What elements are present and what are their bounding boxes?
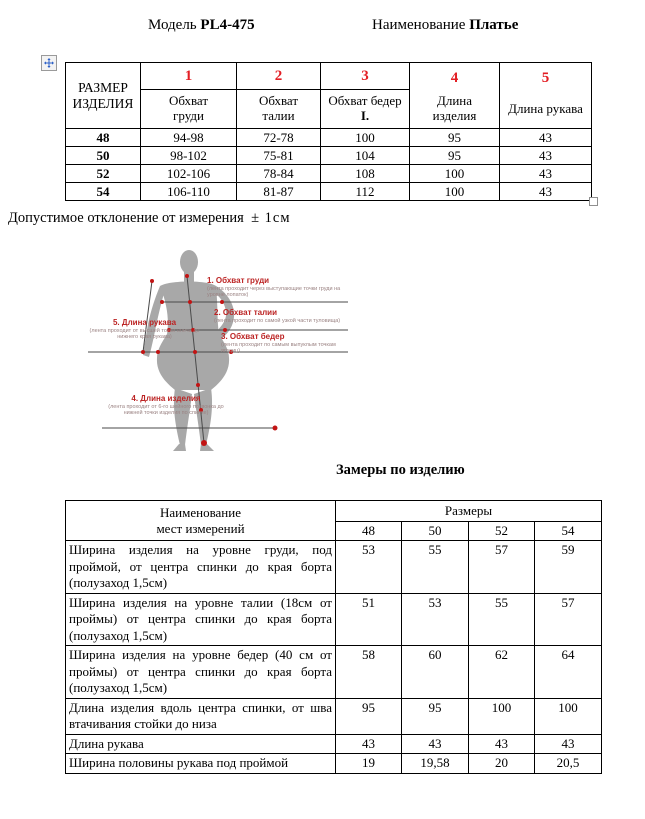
size-column-header: 50 xyxy=(402,522,469,541)
measurement-name: Длина рукава xyxy=(66,734,336,754)
table-cell: 19,58 xyxy=(402,754,469,774)
table-cell: 57 xyxy=(469,541,535,594)
table-row xyxy=(66,734,602,754)
sizes-header: Размеры xyxy=(336,501,602,522)
table-cell: 20 xyxy=(469,754,535,774)
table-cell: 53 xyxy=(336,541,402,594)
table-cell: 95 xyxy=(410,129,500,147)
item-name-title xyxy=(372,17,518,34)
table-cell: 58 xyxy=(336,646,402,699)
column-number: 4 xyxy=(450,70,459,86)
table-cell: 106-110 xyxy=(141,183,237,201)
table-row xyxy=(66,183,592,201)
measurement-name: Длина изделия вдоль центра спинки, от шва втачивания стойки до низа xyxy=(66,698,336,734)
table-resize-handle-icon[interactable] xyxy=(589,197,598,206)
column-header xyxy=(500,63,592,129)
table-row xyxy=(66,147,592,165)
measurement-name: Ширина половины рукава под проймой xyxy=(66,754,336,774)
table-cell: 95 xyxy=(410,147,500,165)
size-table-number-row xyxy=(66,63,592,90)
four-way-arrow-icon xyxy=(44,58,54,68)
table-cell: 60 xyxy=(402,646,469,699)
table-cell: 102-106 xyxy=(141,165,237,183)
size-column-header: 54 xyxy=(535,522,602,541)
tolerance-value: ± 1см xyxy=(251,210,291,226)
column-label: Длина рукава xyxy=(508,101,583,116)
column-header xyxy=(410,63,500,129)
table-cell: 108 xyxy=(321,165,410,183)
table-cell: 20,5 xyxy=(535,754,602,774)
table-cell: 55 xyxy=(402,541,469,594)
table-cell: 81-87 xyxy=(237,183,321,201)
tolerance-note: Допустимое отклонение от измерения ± 1см xyxy=(8,210,291,226)
table-row xyxy=(66,698,602,734)
name-column-header: Наименование мест измерений xyxy=(66,501,336,541)
table-cell: 64 xyxy=(535,646,602,699)
table-row xyxy=(66,754,602,774)
table-row xyxy=(66,129,592,147)
table-cell: 43 xyxy=(336,734,402,754)
table-row xyxy=(66,541,602,594)
size-cell: 50 xyxy=(66,147,141,165)
figure-label-waist: 2. Обхват талии (лента проходит по самой узкой части туловища) xyxy=(214,308,341,324)
column-number: 2 xyxy=(237,63,321,90)
item-name-label: Наименование xyxy=(372,17,466,33)
size-cell: 48 xyxy=(66,129,141,147)
size-cell: 54 xyxy=(66,183,141,201)
corner-line2: ИЗДЕЛИЯ xyxy=(72,95,134,111)
table-cell: 100 xyxy=(410,165,500,183)
table-cell: 43 xyxy=(500,147,592,165)
table-cell: 43 xyxy=(500,183,592,201)
model-label: Модель xyxy=(148,17,197,33)
column-number: 1 xyxy=(141,63,237,90)
column-header: Обхват груди xyxy=(141,90,237,129)
table-cell: 43 xyxy=(402,734,469,754)
table-move-handle-icon[interactable] xyxy=(41,55,57,71)
measurement-name: Ширина изделия на уровне бедер (40 см от проймы) от центра спинки до края борта (полузаход 1,5см) xyxy=(66,646,336,699)
table-cell: 62 xyxy=(469,646,535,699)
column-header: Обхват бедер I. xyxy=(321,90,410,129)
column-label: Длина изделия xyxy=(432,93,477,123)
table-cell: 43 xyxy=(500,165,592,183)
table-cell: 112 xyxy=(321,183,410,201)
table-cell: 104 xyxy=(321,147,410,165)
table-cell: 51 xyxy=(336,593,402,646)
table-cell: 95 xyxy=(336,698,402,734)
figure-label-sleeve: 5. Длина рукава (лента проходит от высшей точки плеча до нижнего края рукава) xyxy=(89,318,200,340)
column-number: 5 xyxy=(541,70,550,86)
table-cell: 100 xyxy=(535,698,602,734)
figure-label-hips: 3. Обхват бедер (лента проходит по самым выпуклым точкам ягодиц) xyxy=(221,332,336,354)
table-cell: 100 xyxy=(469,698,535,734)
column-number: 3 xyxy=(321,63,410,90)
table-cell: 43 xyxy=(469,734,535,754)
corner-header xyxy=(66,63,141,129)
table-row xyxy=(66,646,602,699)
table-cell: 100 xyxy=(321,129,410,147)
measure-header-row xyxy=(66,501,602,522)
measurement-name: Ширина изделия на уровне талии (18см от проймы) от центра спинки до края борта (полузаход 1,5см) xyxy=(66,593,336,646)
size-column-header: 48 xyxy=(336,522,402,541)
figure-label-chest: 1. Обхват груди (лента проходит через выступающие точки груди на уровне лопаток) xyxy=(207,276,341,298)
table-row xyxy=(66,593,602,646)
table-cell: 53 xyxy=(402,593,469,646)
table-cell: 57 xyxy=(535,593,602,646)
table-cell: 43 xyxy=(500,129,592,147)
table-cell: 59 xyxy=(535,541,602,594)
measurement-name: Ширина изделия на уровне груди, под проймой, от центра спинки до края борта (полузаход 1,5см) xyxy=(66,541,336,594)
table-cell: 94-98 xyxy=(141,129,237,147)
table-cell: 43 xyxy=(535,734,602,754)
table-cell: 78-84 xyxy=(237,165,321,183)
table-row xyxy=(66,165,592,183)
figure-label-length: 4. Длина изделия (лента проходит от 6-го шейного позвонка до нижней точки изделия по спинке) xyxy=(108,394,224,416)
size-column-header: 52 xyxy=(469,522,535,541)
table-cell: 98-102 xyxy=(141,147,237,165)
table-cell: 55 xyxy=(469,593,535,646)
column-header: Обхват талии xyxy=(237,90,321,129)
table-cell: 19 xyxy=(336,754,402,774)
corner-line1: РАЗМЕР xyxy=(78,79,128,95)
table-cell: 75-81 xyxy=(237,147,321,165)
table-cell: 95 xyxy=(402,698,469,734)
table-cell: 72-78 xyxy=(237,129,321,147)
size-table xyxy=(65,62,592,201)
model-title xyxy=(148,17,255,34)
table-cell: 100 xyxy=(410,183,500,201)
size-cell: 52 xyxy=(66,165,141,183)
measurements-table xyxy=(65,500,602,774)
section-title: Замеры по изделию xyxy=(336,462,465,478)
item-name-value: Платье xyxy=(469,17,519,33)
model-value: PL4-475 xyxy=(200,17,255,33)
